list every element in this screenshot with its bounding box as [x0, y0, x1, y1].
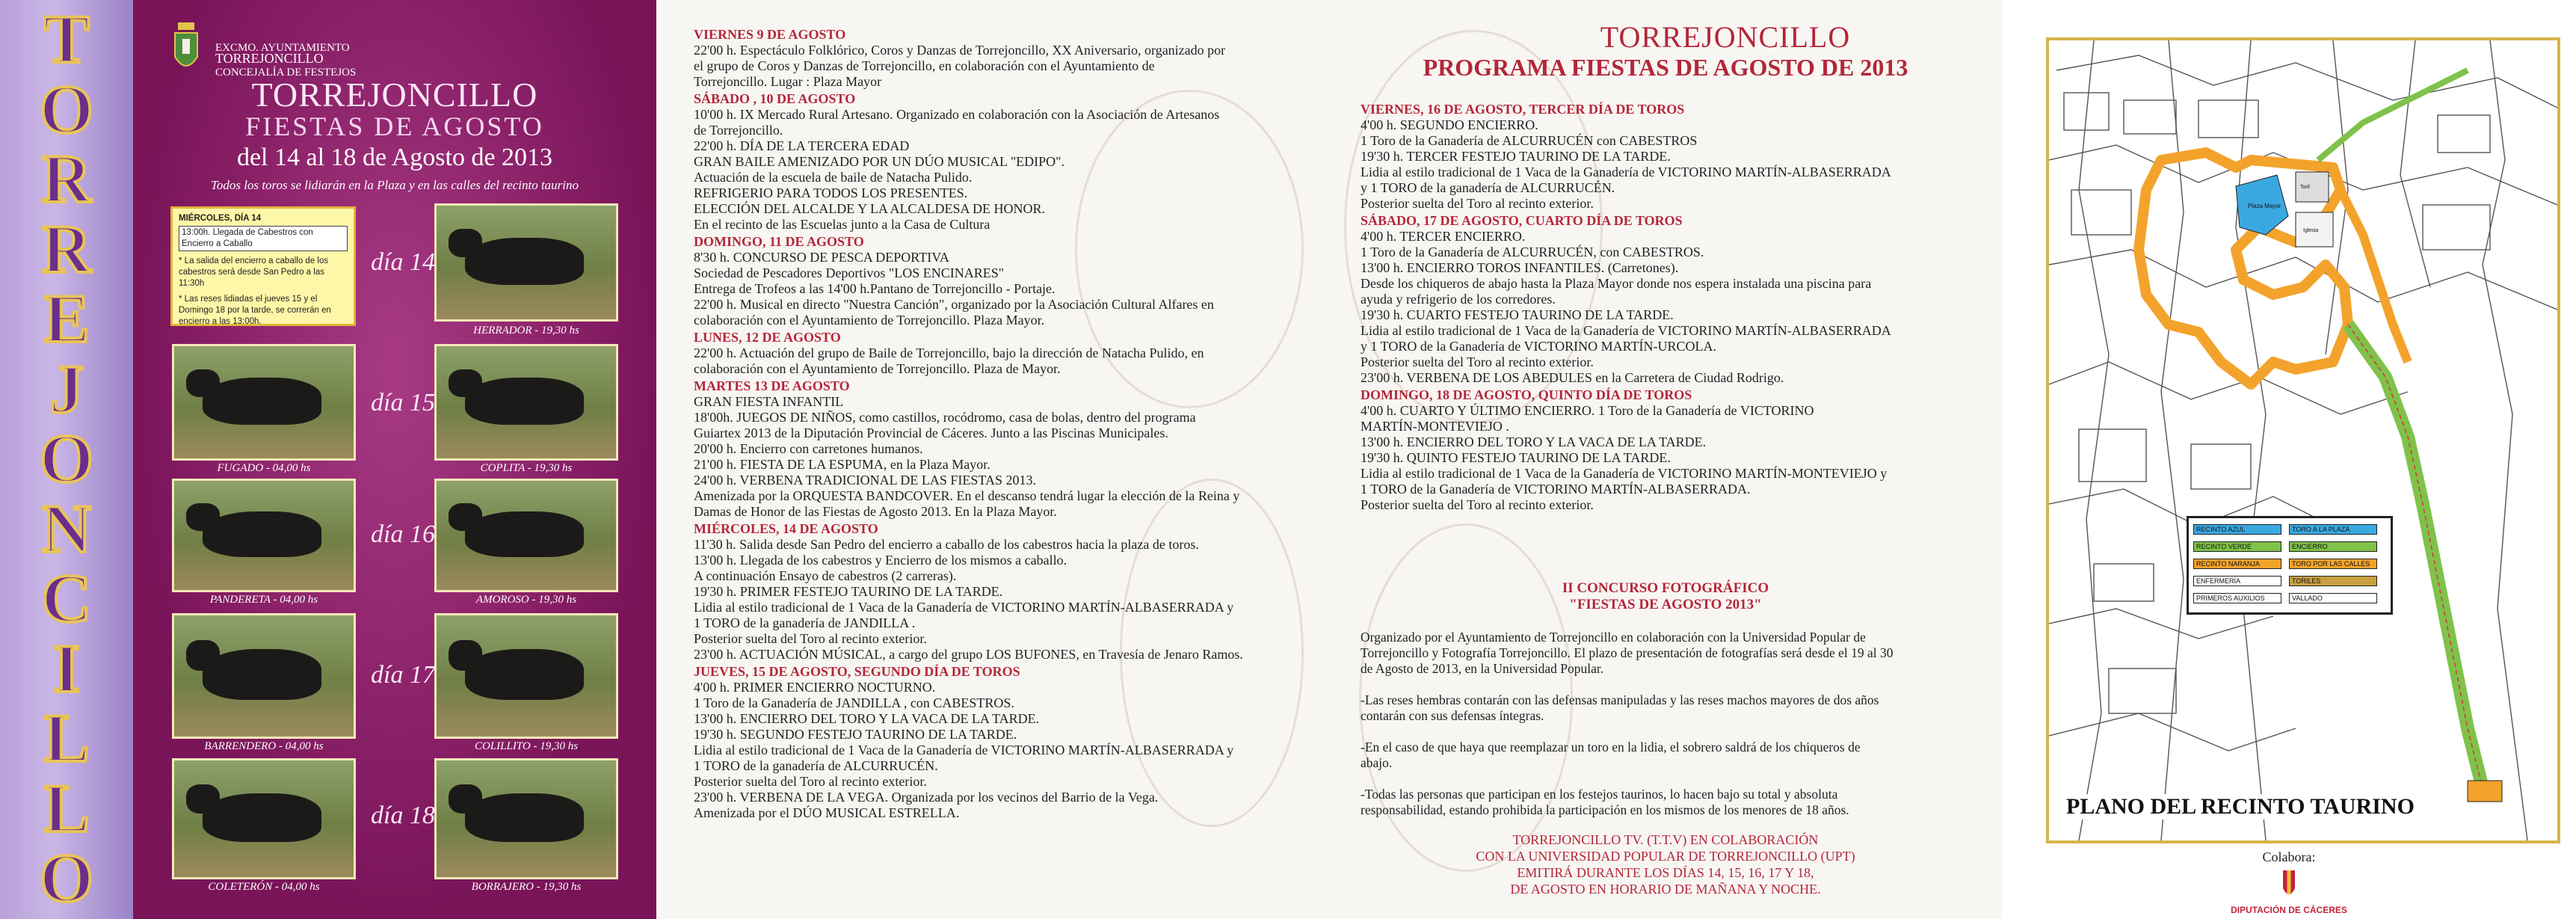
bull-caption: AMOROSO - 19,30 hs: [475, 594, 577, 606]
bull-photo: [172, 613, 356, 739]
legend-row: [2193, 524, 2386, 535]
tv-notice: [1329, 832, 2002, 897]
vertical-title-letter: E: [43, 280, 90, 357]
bull-caption: BARRENDERO - 04,00 hs: [204, 740, 324, 752]
program-day-heading: VIERNES, 16 DE AGOSTO, TERCER DÍA DE TOROS: [1361, 102, 1685, 117]
program-line: 19'30 h. PRIMER FESTEJO TAURINO DE LA TARDE.: [694, 584, 1003, 599]
program-day-heading: DOMINGO, 18 DE AGOSTO, QUINTO DÍA DE TOROS: [1361, 387, 1692, 402]
program-line: 19'30 h. QUINTO FESTEJO TAURINO DE LA TARDE.: [1361, 450, 1671, 465]
legend-swatch: TORO A LA PLAZA: [2289, 524, 2377, 535]
program-line: 1 TORO de la ganadería de JANDILLA .: [694, 615, 916, 630]
program-line: colaboración con el Ayuntamiento de Torrejoncillo. Plaza Mayor.: [694, 313, 1045, 328]
program-line: ayuda y refrigerio de los corredores.: [1361, 292, 1556, 307]
program-left-text: [694, 25, 1307, 821]
org-line-3: CONCEJALÍA DE FESTEJOS: [215, 67, 357, 79]
poster-main: [133, 0, 656, 919]
program-right-text: [1361, 100, 1981, 513]
diputacion-label: DIPUTACIÓN DE CÁCERES: [2231, 905, 2347, 915]
note-line: * Las reses lidiadas el jueves 15 y el Domingo 18 por la tarde, se correrán en encierro a las 13:00h.: [179, 295, 331, 326]
legend-swatch: PRIMEROS AUXILIOS: [2193, 593, 2281, 603]
program-day-heading: MIÉRCOLES, 14 DE AGOSTO: [694, 521, 878, 536]
dia-label: día 17: [371, 661, 435, 689]
dia-label: día 15: [371, 389, 435, 417]
program-line: Lidia al estilo tradicional de 1 Vaca de la Ganadería de VICTORINO MARTÍN-MONTEVIEJO y: [1361, 466, 1888, 481]
org-line-2: TORREJONCILLO: [215, 51, 324, 66]
program-line: 22'00 h. Musical en directo "Nuestra Canción", organizado por la Asociación Cultural Alfares en: [694, 297, 1214, 312]
contest-line: Torrejoncillo y Fotografía Torrejoncillo. El plazo de presentación de fotografías será desde el 19 al 30: [1361, 645, 1894, 660]
bull-caption: FUGADO - 04,00 hs: [217, 462, 311, 474]
program-line: 13'00 h. ENCIERRO DEL TORO Y LA VACA DE LA TARDE.: [694, 711, 1040, 726]
note-box: [170, 206, 356, 326]
vertical-title-letter: T: [43, 1, 90, 77]
toriles-box: [2468, 781, 2502, 802]
legend-swatch: RECINTO VERDE: [2193, 541, 2281, 552]
legend-row: [2193, 541, 2386, 552]
program-subtitle: PROGRAMA FIESTAS DE AGOSTO DE 2013: [1423, 54, 1908, 81]
program-line: 4'00 h. TERCER ENCIERRO.: [1361, 229, 1526, 244]
legend-swatch: VALLADO: [2289, 593, 2377, 603]
legend-swatch: TORO POR LAS CALLES: [2289, 559, 2377, 569]
contest-line: abajo.: [1361, 755, 1393, 770]
map-label: Plaza Mayor: [2248, 203, 2281, 209]
contest-line: -Todas las personas que participan en los festejos taurinos, lo hacen bajo su total y absoluta: [1361, 787, 1838, 802]
vertical-title-letter: R: [41, 210, 92, 287]
contest-title-line: "FIESTAS DE AGOSTO 2013": [1569, 597, 1762, 612]
bull-photo: [172, 344, 356, 461]
contest-line: [1361, 677, 1981, 692]
tv-line: DE AGOSTO EN HORARIO DE MAÑANA Y NOCHE.: [1510, 882, 1821, 897]
program-line: de Torrejoncillo.: [694, 123, 783, 138]
legend-swatch: RECINTO NARANJA: [2193, 559, 2281, 569]
contest-text: [1361, 630, 1981, 818]
program-line: Lidia al estilo tradicional de 1 Vaca de la Ganadería de VICTORINO MARTÍN-ALBASERRADA y: [694, 743, 1234, 757]
program-line: Posterior suelta del Toro al recinto exterior.: [1361, 196, 1594, 211]
dia-label: día 16: [371, 520, 435, 548]
program-line: Amenizada por el DÚO MUSICAL ESTRELLA.: [694, 805, 960, 820]
program-line: Entrega de Trofeos a las 14'00 h.Pantano de Torrejoncillo - Portaje.: [694, 281, 1056, 296]
vertical-title-letter: L: [43, 700, 90, 776]
bull-photo: [434, 479, 618, 592]
poster-tagline: Todos los toros se lidiarán en la Plaza y en las calles del recinto taurino: [210, 178, 579, 192]
program-day-heading: DOMINGO, 11 DE AGOSTO: [694, 234, 864, 249]
bull-photo: [172, 758, 356, 879]
program-line: y 1 TORO de la Ganadería de VICTORINO MARTÍN-URCOLA.: [1361, 339, 1717, 354]
program-line: 1 TORO de la ganadería de ALCURRUCÉN.: [694, 758, 938, 773]
bull-caption: COLETERÓN - 04,00 hs: [208, 881, 320, 893]
vertical-title-letter: I: [53, 630, 80, 707]
coat-of-arms-icon: [173, 22, 199, 76]
map-label: Iglesia: [2303, 228, 2319, 233]
bull-photo: [172, 479, 356, 592]
program-line: 23'00 h. VERBENA DE LA VEGA. Organizada por los vecinos del Barrio de la Vega.: [694, 790, 1159, 805]
program-line: 8'30 h. CONCURSO DE PESCA DEPORTIVA: [694, 250, 949, 265]
vertical-title-letter: L: [43, 769, 90, 846]
program-line: Damas de Honor de las Fiestas de Agosto 2013. En la Plaza Mayor.: [694, 504, 1057, 519]
program-panel-right: [1329, 0, 2002, 919]
program-panel-left: [656, 0, 1329, 919]
contest-title: [1329, 580, 2002, 613]
poster-dates: del 14 al 18 de Agosto de 2013: [236, 144, 553, 171]
program-line: 10'00 h. IX Mercado Rural Artesano. Organizado en colaboración con la Asociación de Artesanos: [694, 107, 1220, 122]
program-line: 20'00 h. Encierro con carretones humanos.: [694, 441, 923, 456]
program-line: Posterior suelta del Toro al recinto exterior.: [1361, 497, 1594, 512]
colabora-label: Colabora:: [2262, 849, 2316, 864]
tv-line: EMITIRÁ DURANTE LOS DÍAS 14, 15, 16, 17 Y 18,: [1517, 865, 1814, 880]
vertical-title-letter: C: [41, 560, 92, 636]
map-label: Toril: [2300, 185, 2310, 190]
program-line: Torrejoncillo. Lugar : Plaza Mayor: [694, 74, 882, 89]
program-line: Amenizada por la ORQUESTA BANDCOVER. En el descanso tendrá lugar la elección de la Reina y: [694, 488, 1240, 503]
contest-title-line: II CONCURSO FOTOGRÁFICO: [1562, 580, 1769, 596]
program-line: 11'30 h. Salida desde San Pedro del encierro a caballo de los cabestros hacia la plaza de toros.: [694, 537, 1199, 552]
program-line: En el recinto de las Escuelas junto a la Casa de Cultura: [694, 217, 990, 232]
program-line: 4'00 h. SEGUNDO ENCIERRO.: [1361, 117, 1538, 132]
contest-line: -Las reses hembras contarán con las defensas manipuladas y las reses machos mayores de dos años: [1361, 692, 1879, 707]
program-line: Posterior suelta del Toro al recinto exterior.: [694, 631, 927, 646]
program-day-heading: MARTES 13 DE AGOSTO: [694, 378, 850, 393]
program-line: 19'30 h. SEGUNDO FESTEJO TAURINO DE LA TARDE.: [694, 727, 1017, 742]
vertical-title-letter: O: [40, 70, 93, 147]
contest-line: Organizado por el Ayuntamiento de Torrejoncillo en colaboración con la Universidad Popular de: [1361, 630, 1866, 645]
program-line: Lidia al estilo tradicional de 1 Vaca de la Ganadería de VICTORINO MARTÍN-ALBASERRADA y: [694, 600, 1234, 615]
bull-caption: HERRADOR - 19,30 hs: [473, 325, 579, 336]
contest-line: contarán con sus defensas íntegras.: [1361, 708, 1544, 723]
legend-row: [2193, 559, 2386, 569]
vertical-title: [0, 0, 133, 919]
program-line: 4'00 h. CUARTO Y ÚLTIMO ENCIERRO. 1 Toro de la Ganadería de VICTORINO: [1361, 403, 1814, 418]
contest-line: -En el caso de que haya que reemplazar un toro en la lidia, el sobrero saldrá de los chiqueros de: [1361, 740, 1861, 754]
map-title: PLANO DEL RECINTO TAURINO: [2062, 794, 2419, 820]
legend-swatch: ENFERMERÍA: [2193, 576, 2281, 586]
legend-swatch: TORILES: [2289, 576, 2377, 586]
program-line: 18'00h. JUEGOS DE NIÑOS, como castillos, rocódromo, casa de bolas, dentro del programa: [694, 410, 1196, 425]
bullring-map: [2049, 40, 2557, 840]
contest-line: responsabilidad, estando prohibida la participación en los mismos de los menores de 18 años.: [1361, 802, 1849, 817]
program-line: 21'00 h. FIESTA DE LA ESPUMA, en la Plaza Mayor.: [694, 457, 990, 472]
program-line: 22'00 h. Espectáculo Folklórico, Coros y Danzas de Torrejoncillo, XX Aniversario, organizado por: [694, 43, 1226, 58]
map-legend: [2187, 516, 2393, 615]
program-day-heading: VIERNES 9 DE AGOSTO: [694, 27, 846, 42]
program-line: Posterior suelta del Toro al recinto exterior.: [694, 774, 927, 789]
program-line: A continuación Ensayo de cabestros (2 carreras).: [694, 568, 957, 583]
bull-caption: BORRAJERO - 19,30 hs: [471, 881, 582, 893]
program-line: 23'00 h. ACTUACIÓN MÚSICAL, a cargo del grupo LOS BUFONES, en Travesía de Jenaro Ramos.: [694, 647, 1243, 662]
program-line: 1 Toro de la Ganadería de JANDILLA , con CABESTROS.: [694, 695, 1014, 710]
diputacion-logo-icon: [2281, 869, 2296, 902]
note-line: * La salida del encierro a caballo de los cabestros será desde San Pedro a las 11:30h: [179, 256, 329, 288]
note-line: 13:00h. Llegada de Cabestros con Encierro a Caballo: [179, 226, 348, 251]
legend-row: [2193, 593, 2386, 603]
contest-line: de Agosto de 2013, en la Universidad Popular.: [1361, 661, 1604, 676]
bull-photo: [434, 758, 618, 879]
program-line: 13'00 h. Llegada de los cabestros y Encierro de los mismos a caballo.: [694, 553, 1067, 568]
vertical-title-letter: N: [41, 490, 92, 567]
program-line: 24'00 h. VERBENA TRADICIONAL DE LAS FIESTAS 2013.: [694, 473, 1036, 488]
legend-row: [2193, 576, 2386, 586]
program-line: 1 Toro de la Ganadería de ALCURRUCÉN con CABESTROS: [1361, 133, 1698, 148]
program-line: 23'00 h. VERBENA DE LOS ABEDULES en la Carretera de Ciudad Rodrigo.: [1361, 370, 1784, 385]
program-line: el grupo de Coros y Danzas de Torrejoncillo, en colaboración con el Ayuntamiento de: [694, 58, 1155, 73]
note-line: MIÉRCOLES, DÍA 14: [179, 214, 262, 223]
poster-subtitle: FIESTAS DE AGOSTO: [245, 111, 544, 141]
legend-swatch: ENCIERRO: [2289, 541, 2377, 552]
program-line: GRAN FIESTA INFANTIL: [694, 394, 844, 409]
program-line: ELECCIÓN DEL ALCALDE Y LA ALCALDESA DE HONOR.: [694, 201, 1045, 216]
bull-caption: COLILLITO - 19,30 hs: [474, 740, 579, 752]
program-line: 19'30 h. TERCER FESTEJO TAURINO DE LA TARDE.: [1361, 149, 1671, 164]
bull-photo: [434, 203, 618, 322]
bull-photo: [434, 344, 618, 461]
program-line: GRAN BAILE AMENIZADO POR UN DÚO MUSICAL "EDIPO".: [694, 154, 1065, 169]
bull-photo: [434, 613, 618, 739]
vertical-title-letter: O: [40, 420, 93, 497]
poster-title: TORREJONCILLO: [251, 76, 538, 114]
org-line-1: EXCMO. AYUNTAMIENTO: [215, 42, 350, 54]
program-line: Guiartex 2013 de la Diputación Provincial de Cáceres. Junto a las Piscinas Municipales.: [694, 425, 1168, 440]
program-line: MARTÍN-MONTEVIEJO .: [1361, 419, 1509, 434]
program-line: 4'00 h. PRIMER ENCIERRO NOCTURNO.: [694, 680, 936, 695]
dia-label: día 14: [371, 248, 435, 276]
dia-label: día 18: [371, 802, 435, 829]
program-line: Lidia al estilo tradicional de 1 Vaca de la Ganadería de VICTORINO MARTÍN-ALBASERRADA: [1361, 323, 1891, 338]
program-line: y 1 TORO de la ganadería de ALCURRUCÉN.: [1361, 180, 1615, 195]
contest-line: [1361, 771, 1981, 787]
bull-caption: PANDERETA - 04,00 hs: [209, 594, 318, 606]
program-line: Actuación de la escuela de baile de Natacha Pulido.: [694, 170, 973, 185]
program-day-heading: LUNES, 12 DE AGOSTO: [694, 330, 841, 345]
program-day-heading: JUEVES, 15 DE AGOSTO, SEGUNDO DÍA DE TOROS: [694, 664, 1020, 679]
bull-caption: COPLITA - 19,30 hs: [480, 462, 573, 474]
program-line: Sociedad de Pescadores Deportivos "LOS ENCINARES": [694, 265, 1005, 280]
program-line: 1 Toro de la Ganadería de ALCURRUCÉN, con CABESTROS.: [1361, 245, 1704, 259]
program-line: Lidia al estilo tradicional de 1 Vaca de la Ganadería de VICTORINO MARTÍN-ALBASERRADA: [1361, 165, 1891, 179]
legend-swatch: RECINTO AZUL: [2193, 524, 2281, 535]
tv-line: TORREJONCILLO TV. (T.T.V) EN COLABORACIÓN: [1512, 832, 1819, 847]
program-line: Desde los chiqueros de abajo hasta la Plaza Mayor donde nos espera instalada una piscina para: [1361, 276, 1872, 291]
program-line: 13'00 h. ENCIERRO TOROS INFANTILES. (Carretones).: [1361, 260, 1679, 275]
program-line: 22'00 h. DÍA DE LA TERCERA EDAD: [694, 138, 910, 153]
tv-line: CON LA UNIVERSIDAD POPULAR DE TORREJONCILLO (UPT): [1476, 849, 1855, 864]
program-line: 1 TORO de la Ganadería de VICTORINO MARTÍN-ALBASERRADA.: [1361, 482, 1751, 497]
vertical-title-letter: J: [49, 350, 84, 427]
program-day-heading: SÁBADO, 17 DE AGOSTO, CUARTO DÍA DE TOROS: [1361, 213, 1683, 228]
program-line: 13'00 h. ENCIERRO DEL TORO Y LA VACA DE LA TARDE.: [1361, 434, 1707, 449]
program-line: 22'00 h. Actuación del grupo de Baile de Torrejoncillo, bajo la dirección de Natacha Pulido, en: [694, 345, 1204, 360]
program-line: colaboración con el Ayuntamiento de Torrejoncillo. Plaza de Mayor.: [694, 361, 1061, 376]
map-panel: [2002, 0, 2576, 919]
poster-panel: [0, 0, 656, 919]
contest-line: [1361, 724, 1981, 740]
program-title: TORREJONCILLO: [1600, 20, 1851, 54]
map-frame: [2046, 37, 2560, 843]
program-line: 19'30 h. CUARTO FESTEJO TAURINO DE LA TARDE.: [1361, 307, 1674, 322]
program-line: Posterior suelta del Toro al recinto exterior.: [1361, 354, 1594, 369]
program-line: REFRIGERIO PARA TODOS LOS PRESENTES.: [694, 185, 968, 200]
vertical-title-letter: R: [41, 141, 92, 217]
vertical-title-letter: O: [40, 840, 93, 916]
program-day-heading: SÁBADO , 10 DE AGOSTO: [694, 91, 856, 106]
